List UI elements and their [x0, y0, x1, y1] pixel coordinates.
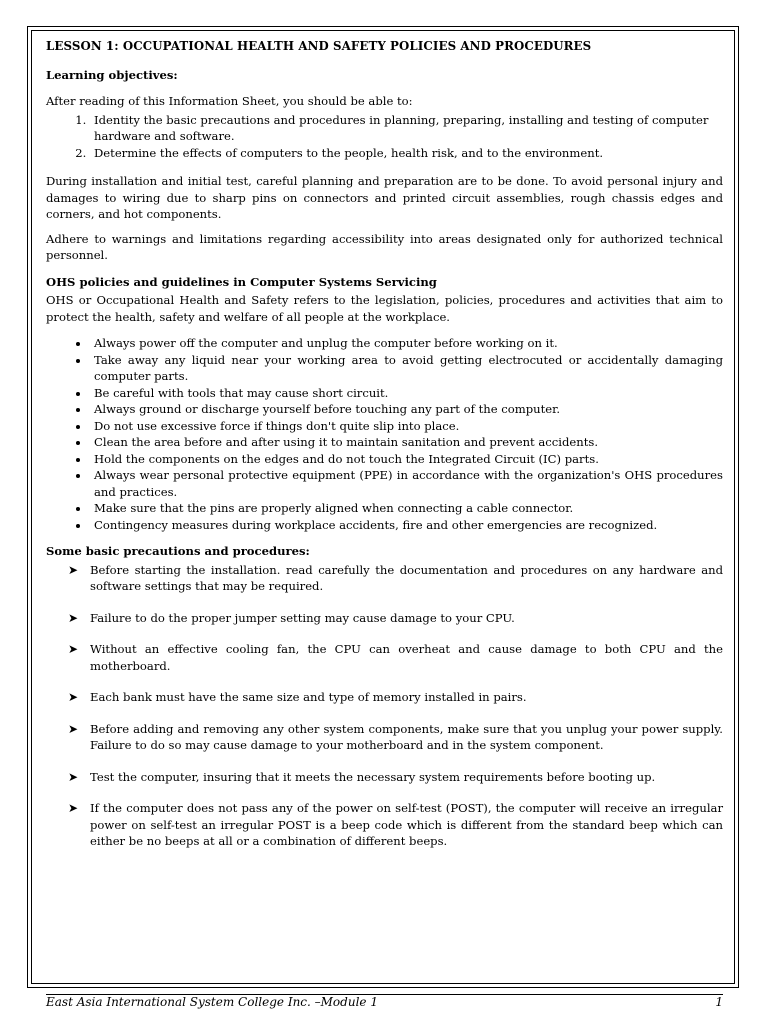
- guideline-item: • Hold the components on the edges and do not touch the Integrated Circuit (IC) parts.: [90, 451, 723, 468]
- arrow-bullet-icon: ➤: [68, 690, 79, 704]
- precautions-list: [46, 562, 723, 850]
- precaution-item: [46, 721, 723, 754]
- ohs-definition: OHS or Occupational Health and Safety refers to the legislation, policies, procedures and activities that aim to protect the health, safety and welfare of all people at the workplace.: [46, 293, 723, 324]
- guideline-item: • Take away any liquid near your working area to avoid getting electrocuted or accidentally damaging computer parts.: [90, 352, 723, 385]
- arrow-bullet-icon: ➤: [68, 642, 79, 656]
- precaution-item: [46, 610, 723, 627]
- precaution-item: [46, 800, 723, 850]
- guideline-item: • Clean the area before and after using it to maintain sanitation and prevent accidents.: [90, 434, 723, 451]
- guideline-item: • Be careful with tools that may cause short circuit.: [90, 385, 723, 402]
- precaution-text: If the computer does not pass any of the power on self-test (POST), the computer will receive an irregular power on self-test an irregular POST is a beep code which is different from the standard beep which can either be no beeps at all or a combination of different beeps.: [90, 801, 723, 848]
- precaution-text: Test the computer, insuring that it meets the necessary system requirements before booting up.: [90, 769, 656, 784]
- document-body: [46, 38, 723, 865]
- footer-page-number: 1: [715, 995, 723, 1009]
- warnings-paragraph: Adhere to warnings and limitations regarding accessibility into areas designated only for authorized technical personnel.: [46, 231, 723, 262]
- objective-item: 1. Identity the basic precautions and procedures in planning, preparing, installing and testing of computer hardware and software.: [90, 112, 723, 145]
- ohs-guidelines-list: [46, 335, 723, 533]
- arrow-bullet-icon: ➤: [68, 801, 79, 815]
- precaution-text: Failure to do the proper jumper setting may cause damage to your CPU.: [90, 610, 515, 625]
- guideline-item: • Always power off the computer and unplug the computer before working on it.: [90, 335, 723, 352]
- installation-paragraph: During installation and initial test, careful planning and preparation are to be done. To avoid personal injury and damages to wiring due to sharp pins on connectors and printed circuit assemblies, rough chassis edges and corners, and hot components.: [46, 174, 723, 221]
- precaution-text: Before adding and removing any other system components, make sure that you unplug your power supply. Failure to do so may cause damage to your motherboard and in the system component.: [90, 721, 723, 752]
- page-footer: [46, 995, 723, 1009]
- footer-institution: East Asia International System College Inc. –Module 1: [46, 995, 378, 1009]
- guideline-item: • Make sure that the pins are properly aligned when connecting a cable connector.: [90, 500, 723, 517]
- learning-objectives-heading: Learning objectives:: [46, 67, 178, 82]
- precaution-text: Without an effective cooling fan, the CPU can overheat and cause damage to both CPU and the motherboard.: [90, 642, 723, 673]
- precaution-text: Each bank must have the same size and type of memory installed in pairs.: [90, 690, 527, 704]
- precaution-item: [46, 562, 723, 595]
- precaution-item: [46, 641, 723, 674]
- arrow-bullet-icon: ➤: [68, 610, 79, 625]
- precaution-text: Before starting the installation. read carefully the documentation and procedures on any hardware and software settings that may be required.: [90, 562, 723, 593]
- arrow-bullet-icon: ➤: [68, 721, 79, 736]
- arrow-bullet-icon: ➤: [68, 562, 79, 577]
- guideline-item: • Do not use excessive force if things don't quite slip into place.: [90, 418, 723, 435]
- precautions-heading: Some basic precautions and procedures:: [46, 544, 310, 558]
- learning-objectives-intro: After reading of this Information Sheet, you should be able to:: [46, 94, 413, 108]
- guideline-item: • Always ground or discharge yourself before touching any part of the computer.: [90, 401, 723, 418]
- guideline-item: • Contingency measures during workplace accidents, fire and other emergencies are recognized.: [90, 517, 723, 534]
- arrow-bullet-icon: ➤: [68, 769, 79, 784]
- precaution-item: [46, 689, 723, 706]
- objective-item: 2. Determine the effects of computers to the people, health risk, and to the environment.: [90, 145, 723, 162]
- objectives-list: [46, 112, 723, 162]
- guideline-item: • Always wear personal protective equipment (PPE) in accordance with the organization's OHS procedures and practices.: [90, 467, 723, 500]
- lesson-title: LESSON 1: OCCUPATIONAL HEALTH AND SAFETY POLICIES AND PROCEDURES: [46, 39, 592, 53]
- ohs-heading: OHS policies and guidelines in Computer Systems Servicing: [46, 274, 437, 289]
- precaution-item: [46, 769, 723, 786]
